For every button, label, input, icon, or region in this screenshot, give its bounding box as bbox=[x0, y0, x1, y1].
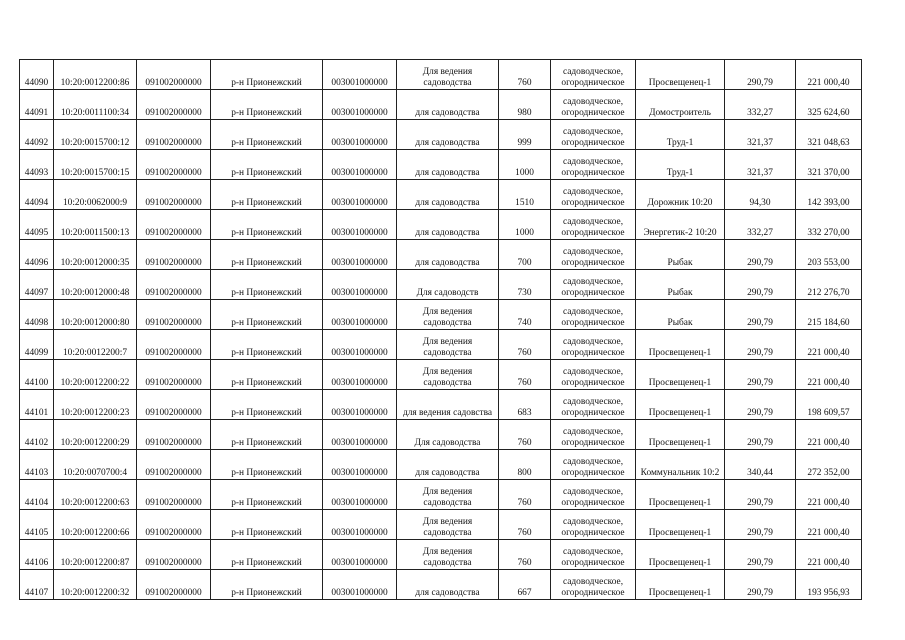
row-number-cell: 44093 bbox=[20, 150, 54, 180]
specific-value-cell: 290,79 bbox=[725, 390, 796, 420]
specific-value-cell: 321,37 bbox=[725, 150, 796, 180]
specific-value-cell: 340,44 bbox=[725, 450, 796, 480]
oktmo-code-cell: 003001000000 bbox=[323, 150, 397, 180]
table-row bbox=[20, 570, 862, 600]
okato-code-cell: 091002000000 bbox=[137, 510, 211, 540]
table-row bbox=[20, 480, 862, 510]
row-number-cell: 44101 bbox=[20, 390, 54, 420]
cadastral-value-cell: 221 000,40 bbox=[796, 540, 862, 570]
okato-code-cell: 091002000000 bbox=[137, 90, 211, 120]
oktmo-code-cell: 003001000000 bbox=[323, 480, 397, 510]
settlement-name-cell: Коммунальник 10:2 bbox=[636, 450, 725, 480]
table-row bbox=[20, 270, 862, 300]
okato-code-cell: 091002000000 bbox=[137, 300, 211, 330]
land-use-category-cell: садоводческое, огородническое bbox=[551, 360, 636, 390]
cadastral-value-cell: 215 184,60 bbox=[796, 300, 862, 330]
table-row bbox=[20, 150, 862, 180]
permitted-use-cell: Для ведения садоводства bbox=[397, 300, 499, 330]
table-row bbox=[20, 210, 862, 240]
okato-code-cell: 091002000000 bbox=[137, 540, 211, 570]
settlement-name-cell: Просвещенец-1 bbox=[636, 60, 725, 90]
area-cell: 760 bbox=[499, 510, 551, 540]
cadastral-number-cell: 10:20:0070700:4 bbox=[54, 450, 137, 480]
table-row bbox=[20, 240, 862, 270]
cadastral-number-cell: 10:20:0011500:13 bbox=[54, 210, 137, 240]
cadastral-number-cell: 10:20:0015700:15 bbox=[54, 150, 137, 180]
okato-code-cell: 091002000000 bbox=[137, 390, 211, 420]
district-cell: р-н Прионежский bbox=[211, 480, 323, 510]
land-use-category-cell: садоводческое, огородническое bbox=[551, 510, 636, 540]
cadastral-value-cell: 221 000,40 bbox=[796, 360, 862, 390]
table-row bbox=[20, 450, 862, 480]
row-number-cell: 44106 bbox=[20, 540, 54, 570]
cadastral-number-cell: 10:20:0012000:80 bbox=[54, 300, 137, 330]
area-cell: 760 bbox=[499, 60, 551, 90]
district-cell: р-н Прионежский bbox=[211, 510, 323, 540]
land-use-category-cell: садоводческое, огородническое bbox=[551, 390, 636, 420]
row-number-cell: 44090 bbox=[20, 60, 54, 90]
district-cell: р-н Прионежский bbox=[211, 330, 323, 360]
district-cell: р-н Прионежский bbox=[211, 450, 323, 480]
area-cell: 730 bbox=[499, 270, 551, 300]
cadastral-value-cell: 321 370,00 bbox=[796, 150, 862, 180]
settlement-name-cell: Просвещенец-1 bbox=[636, 510, 725, 540]
table-row bbox=[20, 300, 862, 330]
cadastral-value-cell: 321 048,63 bbox=[796, 120, 862, 150]
land-use-category-cell: садоводческое, огородническое bbox=[551, 540, 636, 570]
permitted-use-cell: Для ведения садоводства bbox=[397, 360, 499, 390]
cadastral-number-cell: 10:20:0012200:22 bbox=[54, 360, 137, 390]
permitted-use-cell: Для ведения садоводства bbox=[397, 60, 499, 90]
settlement-name-cell: Просвещенец-1 bbox=[636, 360, 725, 390]
specific-value-cell: 290,79 bbox=[725, 420, 796, 450]
table-row bbox=[20, 330, 862, 360]
area-cell: 760 bbox=[499, 360, 551, 390]
district-cell: р-н Прионежский bbox=[211, 300, 323, 330]
settlement-name-cell: Энергетик-2 10:20 bbox=[636, 210, 725, 240]
row-number-cell: 44099 bbox=[20, 330, 54, 360]
land-use-category-cell: садоводческое, огородническое bbox=[551, 300, 636, 330]
cadastral-number-cell: 10:20:0012200:32 bbox=[54, 570, 137, 600]
specific-value-cell: 290,79 bbox=[725, 480, 796, 510]
land-use-category-cell: садоводческое, огородническое bbox=[551, 210, 636, 240]
cadastral-value-cell: 193 956,93 bbox=[796, 570, 862, 600]
permitted-use-cell: для садоводства bbox=[397, 570, 499, 600]
land-use-category-cell: садоводческое, огородническое bbox=[551, 270, 636, 300]
oktmo-code-cell: 003001000000 bbox=[323, 450, 397, 480]
land-use-category-cell: садоводческое, огородническое bbox=[551, 420, 636, 450]
specific-value-cell: 290,79 bbox=[725, 510, 796, 540]
permitted-use-cell: для садоводства bbox=[397, 240, 499, 270]
permitted-use-cell: Для ведения садоводства bbox=[397, 510, 499, 540]
permitted-use-cell: Для садоводства bbox=[397, 420, 499, 450]
oktmo-code-cell: 003001000000 bbox=[323, 420, 397, 450]
settlement-name-cell: Просвещенец-1 bbox=[636, 480, 725, 510]
okato-code-cell: 091002000000 bbox=[137, 330, 211, 360]
table-row bbox=[20, 390, 862, 420]
table-row bbox=[20, 420, 862, 450]
cadastral-value-cell: 142 393,00 bbox=[796, 180, 862, 210]
cadastral-number-cell: 10:20:0012200:86 bbox=[54, 60, 137, 90]
settlement-name-cell: Просвещенец-1 bbox=[636, 420, 725, 450]
cadastral-number-cell: 10:20:0012200:63 bbox=[54, 480, 137, 510]
permitted-use-cell: для ведения садовства bbox=[397, 390, 499, 420]
district-cell: р-н Прионежский bbox=[211, 540, 323, 570]
specific-value-cell: 94,30 bbox=[725, 180, 796, 210]
land-use-category-cell: садоводческое, огородническое bbox=[551, 570, 636, 600]
cadastral-value-cell: 212 276,70 bbox=[796, 270, 862, 300]
land-use-category-cell: садоводческое, огородническое bbox=[551, 120, 636, 150]
row-number-cell: 44100 bbox=[20, 360, 54, 390]
district-cell: р-н Прионежский bbox=[211, 570, 323, 600]
cadastral-value-cell: 221 000,40 bbox=[796, 60, 862, 90]
permitted-use-cell: для садоводства bbox=[397, 450, 499, 480]
settlement-name-cell: Труд-1 bbox=[636, 150, 725, 180]
district-cell: р-н Прионежский bbox=[211, 360, 323, 390]
district-cell: р-н Прионежский bbox=[211, 90, 323, 120]
table-row bbox=[20, 360, 862, 390]
district-cell: р-н Прионежский bbox=[211, 390, 323, 420]
area-cell: 683 bbox=[499, 390, 551, 420]
okato-code-cell: 091002000000 bbox=[137, 420, 211, 450]
oktmo-code-cell: 003001000000 bbox=[323, 60, 397, 90]
cadastral-number-cell: 10:20:0011100:34 bbox=[54, 90, 137, 120]
cadastral-value-cell: 198 609,57 bbox=[796, 390, 862, 420]
land-use-category-cell: садоводческое, огородническое bbox=[551, 480, 636, 510]
area-cell: 740 bbox=[499, 300, 551, 330]
table-row bbox=[20, 90, 862, 120]
permitted-use-cell: для садоводства bbox=[397, 210, 499, 240]
row-number-cell: 44105 bbox=[20, 510, 54, 540]
area-cell: 760 bbox=[499, 480, 551, 510]
permitted-use-cell: Для садоводств bbox=[397, 270, 499, 300]
oktmo-code-cell: 003001000000 bbox=[323, 90, 397, 120]
area-cell: 800 bbox=[499, 450, 551, 480]
oktmo-code-cell: 003001000000 bbox=[323, 360, 397, 390]
parcel-table bbox=[19, 59, 862, 600]
row-number-cell: 44091 bbox=[20, 90, 54, 120]
cadastral-number-cell: 10:20:0012000:35 bbox=[54, 240, 137, 270]
row-number-cell: 44107 bbox=[20, 570, 54, 600]
row-number-cell: 44092 bbox=[20, 120, 54, 150]
cadastral-number-cell: 10:20:0012200:7 bbox=[54, 330, 137, 360]
area-cell: 1000 bbox=[499, 210, 551, 240]
cadastral-value-cell: 272 352,00 bbox=[796, 450, 862, 480]
district-cell: р-н Прионежский bbox=[211, 240, 323, 270]
oktmo-code-cell: 003001000000 bbox=[323, 270, 397, 300]
oktmo-code-cell: 003001000000 bbox=[323, 510, 397, 540]
area-cell: 1000 bbox=[499, 150, 551, 180]
specific-value-cell: 290,79 bbox=[725, 300, 796, 330]
district-cell: р-н Прионежский bbox=[211, 60, 323, 90]
table-row bbox=[20, 180, 862, 210]
settlement-name-cell: Рыбак bbox=[636, 300, 725, 330]
oktmo-code-cell: 003001000000 bbox=[323, 570, 397, 600]
land-use-category-cell: садоводческое, огородническое bbox=[551, 90, 636, 120]
row-number-cell: 44096 bbox=[20, 240, 54, 270]
permitted-use-cell: для садоводства bbox=[397, 150, 499, 180]
row-number-cell: 44103 bbox=[20, 450, 54, 480]
cadastral-value-cell: 221 000,40 bbox=[796, 420, 862, 450]
cadastral-number-cell: 10:20:0012200:29 bbox=[54, 420, 137, 450]
permitted-use-cell: Для ведения садоводства bbox=[397, 330, 499, 360]
okato-code-cell: 091002000000 bbox=[137, 120, 211, 150]
oktmo-code-cell: 003001000000 bbox=[323, 540, 397, 570]
okato-code-cell: 091002000000 bbox=[137, 270, 211, 300]
oktmo-code-cell: 003001000000 bbox=[323, 390, 397, 420]
cadastral-number-cell: 10:20:0012200:66 bbox=[54, 510, 137, 540]
area-cell: 700 bbox=[499, 240, 551, 270]
permitted-use-cell: Для ведения садоводства bbox=[397, 540, 499, 570]
area-cell: 760 bbox=[499, 330, 551, 360]
land-use-category-cell: садоводческое, огородническое bbox=[551, 150, 636, 180]
area-cell: 1510 bbox=[499, 180, 551, 210]
row-number-cell: 44098 bbox=[20, 300, 54, 330]
area-cell: 999 bbox=[499, 120, 551, 150]
okato-code-cell: 091002000000 bbox=[137, 450, 211, 480]
oktmo-code-cell: 003001000000 bbox=[323, 240, 397, 270]
oktmo-code-cell: 003001000000 bbox=[323, 120, 397, 150]
okato-code-cell: 091002000000 bbox=[137, 60, 211, 90]
row-number-cell: 44095 bbox=[20, 210, 54, 240]
settlement-name-cell: Просвещенец-1 bbox=[636, 390, 725, 420]
okato-code-cell: 091002000000 bbox=[137, 240, 211, 270]
specific-value-cell: 321,37 bbox=[725, 120, 796, 150]
cadastral-value-cell: 221 000,40 bbox=[796, 510, 862, 540]
area-cell: 760 bbox=[499, 420, 551, 450]
table-row bbox=[20, 540, 862, 570]
cadastral-number-cell: 10:20:0012200:87 bbox=[54, 540, 137, 570]
oktmo-code-cell: 003001000000 bbox=[323, 300, 397, 330]
cadastral-value-cell: 325 624,60 bbox=[796, 90, 862, 120]
specific-value-cell: 290,79 bbox=[725, 60, 796, 90]
district-cell: р-н Прионежский bbox=[211, 270, 323, 300]
permitted-use-cell: Для ведения садоводства bbox=[397, 480, 499, 510]
settlement-name-cell: Дорожник 10:20 bbox=[636, 180, 725, 210]
specific-value-cell: 290,79 bbox=[725, 270, 796, 300]
specific-value-cell: 332,27 bbox=[725, 90, 796, 120]
permitted-use-cell: для садоводства bbox=[397, 120, 499, 150]
land-use-category-cell: садоводческое, огородническое bbox=[551, 60, 636, 90]
cadastral-value-cell: 221 000,40 bbox=[796, 480, 862, 510]
land-use-category-cell: садоводческое, огородническое bbox=[551, 450, 636, 480]
settlement-name-cell: Труд-1 bbox=[636, 120, 725, 150]
oktmo-code-cell: 003001000000 bbox=[323, 210, 397, 240]
specific-value-cell: 332,27 bbox=[725, 210, 796, 240]
table-row bbox=[20, 510, 862, 540]
area-cell: 760 bbox=[499, 540, 551, 570]
specific-value-cell: 290,79 bbox=[725, 570, 796, 600]
okato-code-cell: 091002000000 bbox=[137, 570, 211, 600]
area-cell: 980 bbox=[499, 90, 551, 120]
row-number-cell: 44097 bbox=[20, 270, 54, 300]
district-cell: р-н Прионежский bbox=[211, 150, 323, 180]
okato-code-cell: 091002000000 bbox=[137, 210, 211, 240]
table-body bbox=[20, 60, 862, 600]
land-use-category-cell: садоводческое, огородническое bbox=[551, 240, 636, 270]
permitted-use-cell: для садоводства bbox=[397, 90, 499, 120]
row-number-cell: 44104 bbox=[20, 480, 54, 510]
row-number-cell: 44102 bbox=[20, 420, 54, 450]
cadastral-value-cell: 221 000,40 bbox=[796, 330, 862, 360]
specific-value-cell: 290,79 bbox=[725, 240, 796, 270]
okato-code-cell: 091002000000 bbox=[137, 360, 211, 390]
district-cell: р-н Прионежский bbox=[211, 120, 323, 150]
settlement-name-cell: Просвещенец-1 bbox=[636, 540, 725, 570]
cadastral-number-cell: 10:20:0062000:9 bbox=[54, 180, 137, 210]
okato-code-cell: 091002000000 bbox=[137, 150, 211, 180]
oktmo-code-cell: 003001000000 bbox=[323, 180, 397, 210]
district-cell: р-н Прионежский bbox=[211, 180, 323, 210]
specific-value-cell: 290,79 bbox=[725, 330, 796, 360]
land-use-category-cell: садоводческое, огородническое bbox=[551, 180, 636, 210]
specific-value-cell: 290,79 bbox=[725, 360, 796, 390]
cadastral-number-cell: 10:20:0015700:12 bbox=[54, 120, 137, 150]
district-cell: р-н Прионежский bbox=[211, 210, 323, 240]
area-cell: 667 bbox=[499, 570, 551, 600]
table-row bbox=[20, 60, 862, 90]
settlement-name-cell: Рыбак bbox=[636, 270, 725, 300]
okato-code-cell: 091002000000 bbox=[137, 180, 211, 210]
okato-code-cell: 091002000000 bbox=[137, 480, 211, 510]
cadastral-number-cell: 10:20:0012000:48 bbox=[54, 270, 137, 300]
cadastral-value-cell: 203 553,00 bbox=[796, 240, 862, 270]
table-row bbox=[20, 120, 862, 150]
district-cell: р-н Прионежский bbox=[211, 420, 323, 450]
land-use-category-cell: садоводческое, огородническое bbox=[551, 330, 636, 360]
settlement-name-cell: Рыбак bbox=[636, 240, 725, 270]
cadastral-value-cell: 332 270,00 bbox=[796, 210, 862, 240]
cadastral-number-cell: 10:20:0012200:23 bbox=[54, 390, 137, 420]
settlement-name-cell: Просвещенец-1 bbox=[636, 330, 725, 360]
specific-value-cell: 290,79 bbox=[725, 540, 796, 570]
settlement-name-cell: Просвещенец-1 bbox=[636, 570, 725, 600]
permitted-use-cell: для садоводства bbox=[397, 180, 499, 210]
settlement-name-cell: Домостроитель bbox=[636, 90, 725, 120]
oktmo-code-cell: 003001000000 bbox=[323, 330, 397, 360]
row-number-cell: 44094 bbox=[20, 180, 54, 210]
